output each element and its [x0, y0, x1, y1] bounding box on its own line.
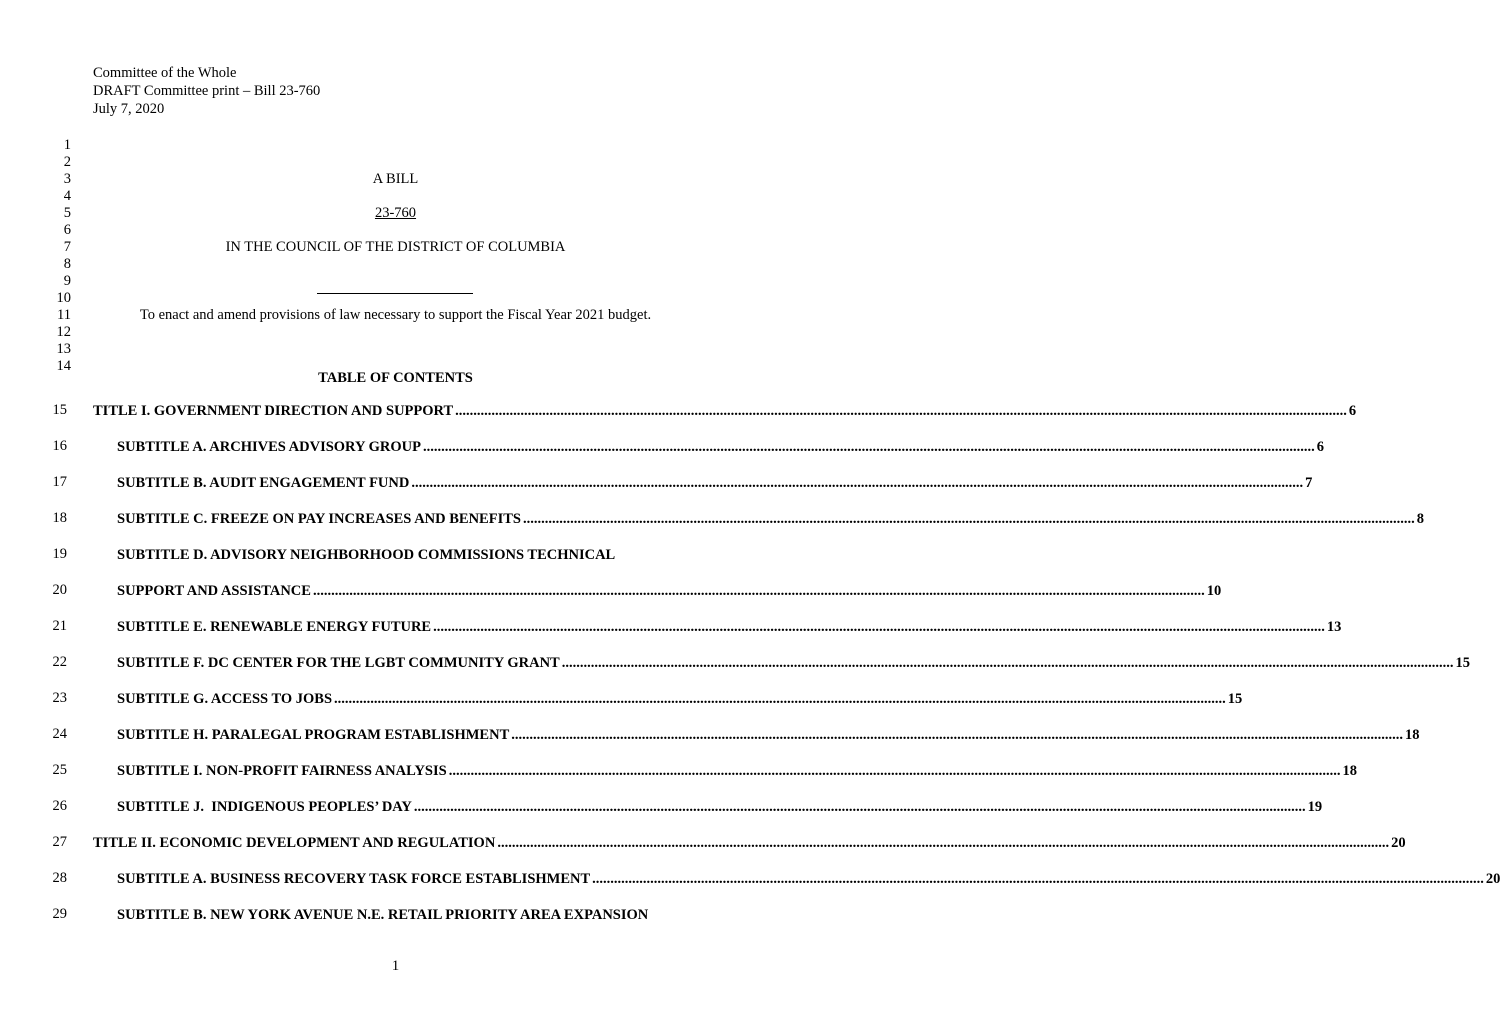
line-number: 23 [52, 690, 67, 706]
line-number: 5 [63, 205, 71, 221]
toc-entry[interactable] [117, 690, 1243, 708]
toc-entry-title: SUBTITLE D. ADVISORY NEIGHBORHOOD COMMISSIONS TECHNICAL [117, 547, 616, 563]
line-number: 20 [52, 582, 67, 598]
line-number: 11 [57, 307, 71, 323]
council-name: IN THE COUNCIL OF THE DISTRICT OF COLUMBIA [225, 239, 566, 255]
line-number: 26 [52, 798, 67, 814]
toc-entry-title: SUBTITLE G. ACCESS TO JOBS [117, 691, 333, 707]
toc-leader: ...................................................................................................................................................................................................................................................... [592, 871, 1484, 887]
toc-entry-page: 13 [1326, 619, 1342, 635]
document-date: July 7, 2020 [93, 101, 165, 117]
toc-leader: ...................................................................................................................................................................................................................................................... [422, 439, 1315, 455]
toc-entry-title: SUBTITLE E. RENEWABLE ENERGY FUTURE [117, 619, 432, 635]
bill-number [93, 205, 698, 222]
toc-entry[interactable] [117, 798, 1323, 816]
toc-entry-title: SUBTITLE F. DC CENTER FOR THE LGBT COMMUNITY GRANT [117, 655, 560, 671]
line-number: 12 [56, 324, 71, 340]
toc-entry-title: SUBTITLE B. NEW YORK AVENUE N.E. RETAIL PRIORITY AREA EXPANSION [117, 907, 649, 923]
toc-entry-page: 15 [1455, 655, 1470, 671]
bill-number-text: 23-760 [374, 205, 417, 221]
draft-print-label: DRAFT Committee print – Bill 23-760 [93, 83, 321, 99]
toc-heading: TABLE OF CONTENTS [318, 370, 473, 386]
line-number: 27 [52, 834, 67, 850]
toc-entry-page: 10 [1206, 583, 1222, 599]
line-number: 15 [52, 402, 67, 418]
toc-entry-title: TITLE II. ECONOMIC DEVELOPMENT AND REGULATION [93, 835, 496, 851]
toc-leader: ...................................................................................................................................................................................................................................................... [334, 691, 1226, 707]
toc-leader: ...................................................................................................................................................................................................................................................... [511, 727, 1403, 743]
toc-leader: ...................................................................................................................................................................................................................................................... [312, 583, 1205, 599]
toc-entry[interactable] [117, 762, 1357, 780]
toc-leader: ...................................................................................................................................................................................................................................................... [433, 619, 1325, 635]
line-number: 24 [52, 726, 67, 742]
line-number: 2 [63, 154, 71, 170]
toc-entry[interactable] [117, 438, 1324, 456]
toc-entry-page: 6 [1348, 403, 1357, 419]
line-number: 4 [63, 188, 71, 204]
toc-entry-title: SUBTITLE H. PARALEGAL PROGRAM ESTABLISHMENT [117, 727, 510, 743]
toc-leader: ...................................................................................................................................................................................................................................................... [522, 511, 1415, 527]
line-number: 3 [63, 171, 71, 187]
toc-entry-page: 20 [1391, 835, 1406, 851]
line-number: 8 [63, 256, 71, 272]
toc-entry-page: 18 [1342, 763, 1357, 779]
line-number: 13 [56, 341, 71, 357]
toc-entry-title: SUPPORT AND ASSISTANCE [117, 583, 311, 599]
toc-entry-page: 18 [1405, 727, 1420, 743]
toc-entry[interactable] [117, 510, 1424, 528]
toc-entry-title: SUBTITLE I. NON-PROFIT FAIRNESS ANALYSIS [117, 763, 447, 779]
toc-entry-page: 20 [1485, 871, 1500, 887]
bill-title: A BILL [372, 171, 419, 187]
toc-entry-page: 7 [1305, 475, 1313, 491]
line-number: 10 [56, 290, 71, 306]
toc-leader: ...................................................................................................................................................................................................................................................... [411, 475, 1304, 491]
toc-leader: ...................................................................................................................................................................................................................................................... [413, 799, 1306, 815]
toc-entry-title: SUBTITLE B. AUDIT ENGAGEMENT FUND [117, 475, 410, 491]
toc-entry[interactable] [117, 546, 698, 564]
toc-entry-page: 15 [1227, 691, 1243, 707]
line-number: 19 [52, 546, 67, 562]
line-number: 14 [56, 358, 71, 374]
toc-leader: ...................................................................................................................................................................................................................................................... [561, 655, 1454, 671]
committee-name: Committee of the Whole [93, 65, 237, 81]
toc-entry-page: 6 [1316, 439, 1324, 455]
toc-entry[interactable] [117, 582, 1222, 600]
toc-leader: ...................................................................................................................................................................................................................................................... [497, 835, 1390, 851]
line-number: 25 [52, 762, 67, 778]
line-number: 21 [52, 618, 67, 634]
toc-entry-title: SUBTITLE J. INDIGENOUS PEOPLES’ DAY [117, 799, 412, 815]
toc-entry[interactable] [117, 906, 698, 924]
signature-rule [317, 293, 473, 294]
line-number: 29 [52, 906, 67, 922]
bill-purpose: To enact and amend provisions of law necessary to support the Fiscal Year 2021 budget. [139, 307, 652, 323]
toc-entry[interactable] [117, 726, 1420, 744]
line-number: 16 [52, 438, 67, 454]
toc-entry-title: SUBTITLE A. BUSINESS RECOVERY TASK FORCE ESTABLISHMENT [117, 871, 591, 887]
line-number: 1 [63, 137, 71, 153]
toc-entry[interactable] [117, 654, 1470, 672]
toc-entry[interactable] [93, 834, 1406, 852]
toc-leader: ...................................................................................................................................................................................................................................................... [455, 403, 1347, 419]
page-number: 1 [391, 958, 400, 974]
line-number: 17 [52, 474, 67, 490]
line-number: 6 [63, 222, 71, 238]
line-number: 22 [52, 654, 67, 670]
toc-entry[interactable] [93, 402, 1357, 420]
line-number: 18 [52, 510, 67, 526]
toc-entry-page: 19 [1307, 799, 1323, 815]
toc-entry[interactable] [117, 618, 1342, 636]
line-number: 9 [63, 273, 71, 289]
toc-entry[interactable] [117, 870, 1500, 888]
toc-entry-title: TITLE I. GOVERNMENT DIRECTION AND SUPPORT [93, 403, 454, 419]
line-number: 7 [63, 239, 71, 255]
toc-entry-title: SUBTITLE A. ARCHIVES ADVISORY GROUP [117, 439, 421, 455]
toc-entry[interactable] [117, 474, 1313, 492]
line-number: 28 [52, 870, 67, 886]
toc-entry-page: 8 [1416, 511, 1424, 527]
toc-entry-title: SUBTITLE C. FREEZE ON PAY INCREASES AND BENEFITS [117, 511, 521, 527]
toc-leader: ...................................................................................................................................................................................................................................................... [448, 763, 1341, 779]
